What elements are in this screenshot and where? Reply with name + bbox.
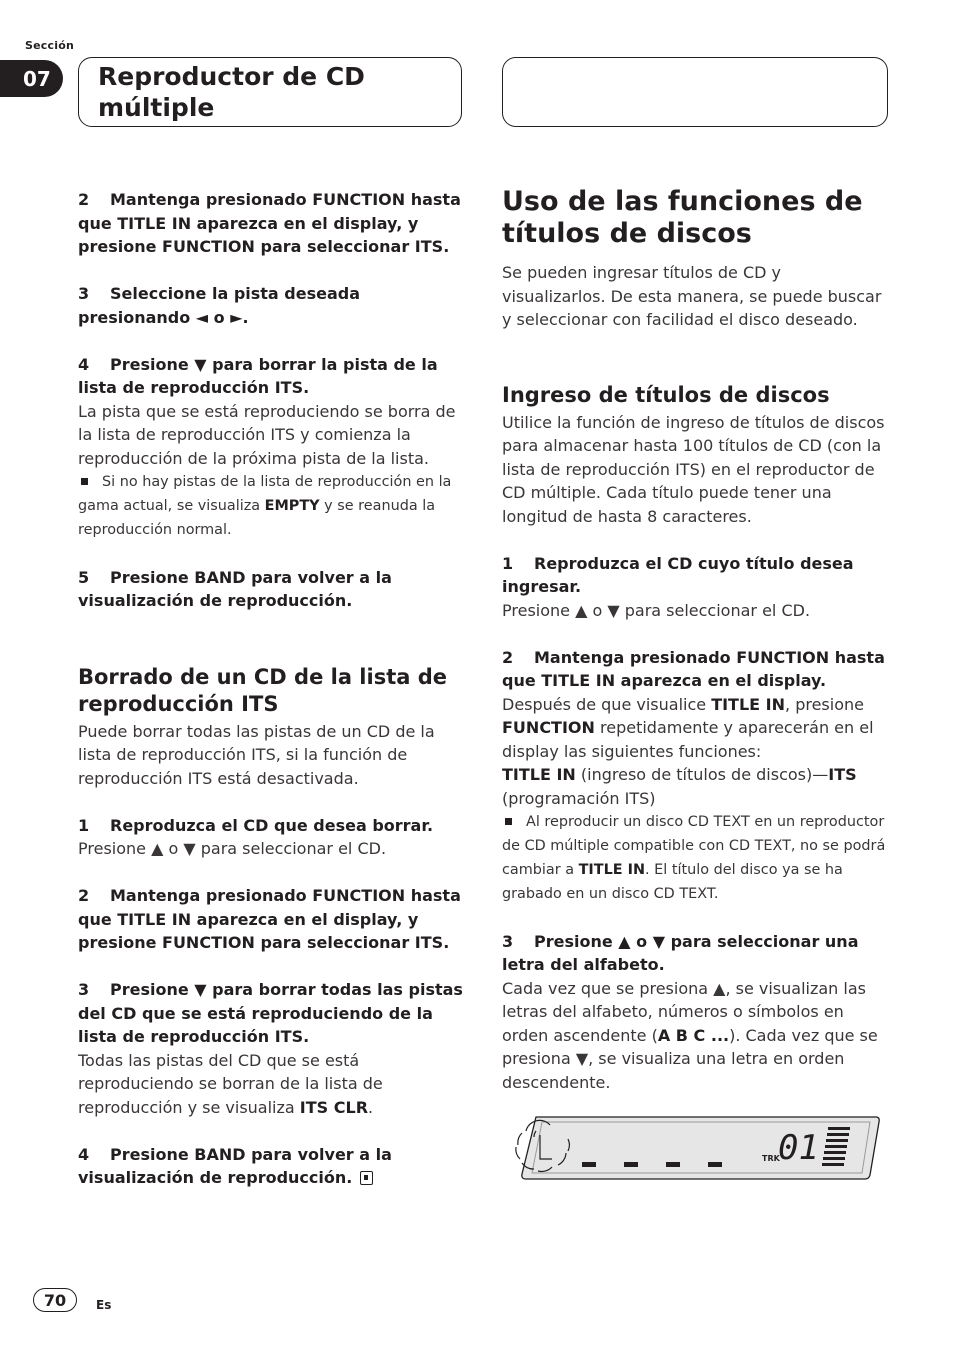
page-number: 70 bbox=[33, 1288, 77, 1312]
left-column bbox=[78, 188, 464, 1190]
step-4-note: Si no hay pistas de la lista de reproducción en la gama actual, se visualiza EMPTY y se reanuda la reproducción normal. bbox=[78, 474, 452, 538]
step-3: 3 Seleccione la pista deseada presionando ◄ o ►. bbox=[78, 284, 361, 327]
trk-label: TRK bbox=[762, 1154, 780, 1163]
section-heading-borrado: Borrado de un CD de la lista de reproducción ITS bbox=[78, 664, 447, 716]
ingreso-step-3-body: Cada vez que se presiona ▲, se visualizan las letras del alfabeto, números o símbolos en orden ascendente (A B C ...). Cada vez que se presiona ▼, se visualiza una letra en orden descendente. bbox=[502, 978, 878, 1092]
ingreso-step-1-body: Presione ▲ o ▼ para seleccionar el CD. bbox=[502, 600, 811, 620]
ingreso-step-2: 2 Mantenga presionado FUNCTION hasta que TITLE IN aparezca en el display. bbox=[502, 647, 885, 690]
borrado-step-4: 4 Presione BAND para volver a la visualización de reproducción. bbox=[78, 1144, 392, 1187]
borrado-step-3: 3 Presione ▼ para borrar todas las pistas del CD que se está reproduciendo de la lista de reproducción ITS. bbox=[78, 980, 463, 1046]
step-4-body: La pista que se está reproduciendo se borra de la lista de reproducción ITS y comienza la reproducción de la próxima pista de la lista. bbox=[78, 401, 456, 468]
ingreso-step-2-functions: TITLE IN (ingreso de títulos de discos)—ITS (programación ITS) bbox=[502, 765, 857, 808]
section-label: Sección bbox=[25, 39, 74, 52]
page-title: Reproductor de CD múltiple bbox=[78, 57, 462, 127]
borrado-intro: Puede borrar todas las pistas de un CD de la lista de reproducción ITS, si la función de reproducción ITS está desactivada. bbox=[78, 721, 435, 788]
borrado-step-1: 1 Reproduzca el CD que desea borrar. bbox=[78, 815, 434, 835]
titulos-intro: Se pueden ingresar títulos de CD y visualizarlos. De esta manera, se puede buscar y seleccionar con facilidad el disco deseado. bbox=[502, 263, 882, 329]
ingreso-step-1: 1 Reproduzca el CD cuyo título desea ingresar. bbox=[502, 553, 854, 596]
track-number: 01 bbox=[778, 1128, 819, 1168]
step-5: 5 Presione BAND para volver a la visualización de reproducción. bbox=[78, 567, 392, 610]
lcd-display-icon bbox=[512, 1113, 880, 1181]
borrado-step-2: 2 Mantenga presionado FUNCTION hasta que TITLE IN aparezca en el display, y presione FUNCTION para seleccionar ITS. bbox=[78, 886, 461, 952]
header-empty-box bbox=[502, 57, 888, 127]
note-bullet-icon bbox=[505, 818, 512, 825]
step-2: 2 Mantenga presionado FUNCTION hasta que TITLE IN aparezca en el display, y presione FUNCTION para seleccionar ITS. bbox=[78, 190, 461, 256]
section-heading-titulos: Uso de las funciones de títulos de discos bbox=[502, 186, 863, 249]
ingreso-step-2-body: Después de que visualice TITLE IN, presione FUNCTION repetidamente y aparecerán en el display las siguientes funciones: bbox=[502, 694, 874, 761]
borrado-step-3-body: Todas las pistas del CD que se está reproduciendo se borran de la lista de reproducción y se visualiza ITS CLR. bbox=[78, 1050, 383, 1117]
end-of-section-icon bbox=[360, 1171, 373, 1185]
ingreso-step-2-note: Al reproducir un disco CD TEXT en un reproductor de CD múltiple compatible con CD TEXT, no se podrá cambiar a TITLE IN. El título del disco ya se ha grabado en un disco CD TEXT. bbox=[502, 814, 886, 902]
section-number-badge: 07 bbox=[0, 60, 63, 97]
lcd-display-illustration bbox=[512, 1113, 880, 1181]
borrado-step-1-body: Presione ▲ o ▼ para seleccionar el CD. bbox=[78, 839, 387, 858]
step-4: 4 Presione ▼ para borrar la pista de la lista de reproducción ITS. bbox=[78, 354, 438, 397]
right-column bbox=[502, 186, 888, 1094]
note-bullet-icon bbox=[81, 478, 88, 485]
ingreso-step-3: 3 Presione ▲ o ▼ para seleccionar una letra del alfabeto. bbox=[502, 931, 859, 974]
ingreso-intro: Utilice la función de ingreso de títulos de discos para almacenar hasta 100 títulos de CD (con la lista de reproducción ITS) en el reproductor de CD múltiple. Cada título puede tener una longitud de hasta 8 caracteres. bbox=[502, 412, 885, 526]
language-code: Es bbox=[96, 1298, 112, 1312]
subheading-ingreso: Ingreso de títulos de discos bbox=[502, 382, 830, 407]
